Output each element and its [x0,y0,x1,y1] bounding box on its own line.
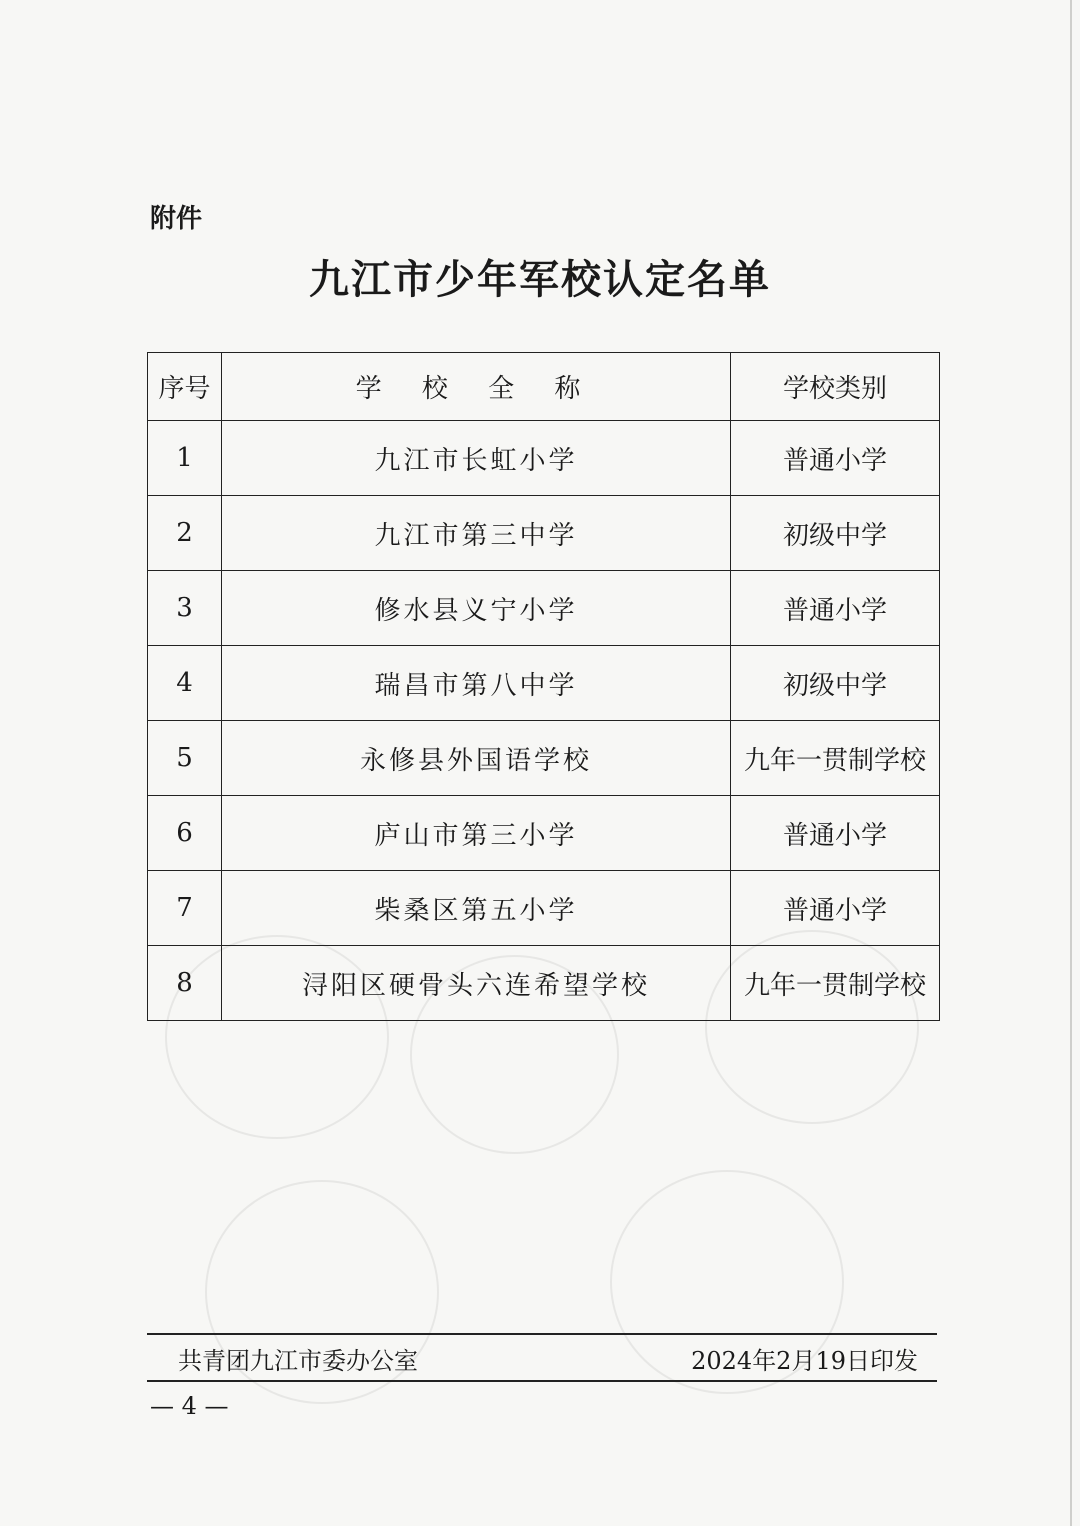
header-school-name: 学 校 全 称 [222,353,731,421]
table-row [148,946,940,1021]
row-serial-number: 8 [148,946,222,1021]
row-school-type: 初级中学 [731,646,940,721]
document-title: 九江市少年军校认定名单 [309,257,771,303]
row-school-name: 柴桑区第五小学 [222,871,731,946]
page-edge [1070,0,1072,1526]
row-school-name: 瑞昌市第八中学 [222,646,731,721]
attachment-label: 附件 [150,204,203,234]
header-school-type: 学校类别 [731,353,940,421]
page-number: — 4 — [150,1392,229,1420]
row-school-name: 九江市第三中学 [222,496,731,571]
row-serial-number: 2 [148,496,222,571]
row-school-type: 九年一贯制学校 [731,721,940,796]
row-serial-number: 1 [148,421,222,496]
row-serial-number: 5 [148,721,222,796]
row-school-type: 普通小学 [731,796,940,871]
row-school-type: 初级中学 [731,496,940,571]
footer-bottom-rule [147,1380,937,1382]
row-serial-number: 3 [148,571,222,646]
row-school-name: 庐山市第三小学 [222,796,731,871]
issuer-name: 共青团九江市委办公室 [178,1347,418,1375]
table-row [148,721,940,796]
row-school-name: 九江市长虹小学 [222,421,731,496]
table-row [148,571,940,646]
row-school-type: 九年一贯制学校 [731,946,940,1021]
row-school-type: 普通小学 [731,871,940,946]
row-school-name: 修水县义宁小学 [222,571,731,646]
school-roster-table [147,352,940,1021]
header-serial-number: 序号 [148,353,222,421]
row-serial-number: 4 [148,646,222,721]
row-school-type: 普通小学 [731,421,940,496]
table-row [148,796,940,871]
table-row [148,496,940,571]
issue-date: 2024年2月19日印发 [691,1347,918,1375]
table-header-row [148,353,940,421]
table-row [148,646,940,721]
footer-top-rule [147,1333,937,1335]
row-school-type: 普通小学 [731,571,940,646]
row-school-name: 浔阳区硬骨头六连希望学校 [222,946,731,1021]
table-row [148,871,940,946]
row-school-name: 永修县外国语学校 [222,721,731,796]
table-row [148,421,940,496]
row-serial-number: 6 [148,796,222,871]
row-serial-number: 7 [148,871,222,946]
